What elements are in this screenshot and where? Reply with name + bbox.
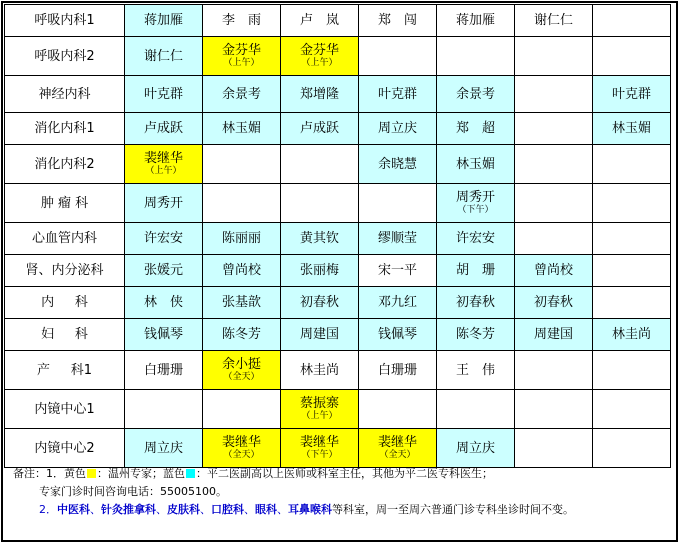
schedule-cell	[437, 184, 515, 223]
notes-sep: 、	[200, 503, 211, 516]
notes-phone: 专家门诊时间咨询电话：55005100。	[39, 485, 227, 498]
schedule-cell	[359, 5, 437, 37]
notes-dept-4: 眼科	[255, 503, 277, 516]
schedule-row	[5, 429, 671, 468]
session-note: （上午）	[301, 411, 338, 421]
doctor-name: 蒋加雁	[455, 13, 495, 28]
schedule-cell	[203, 37, 281, 76]
notes-sep: 、	[156, 503, 167, 516]
schedule-cell	[437, 5, 515, 37]
schedule-cell	[203, 351, 281, 390]
blue-swatch	[186, 469, 195, 478]
schedule-cell	[359, 287, 437, 319]
schedule-cell	[515, 5, 593, 37]
schedule-cell	[281, 223, 359, 255]
schedule-cell	[359, 429, 437, 468]
clinic-schedule-table	[4, 4, 671, 468]
schedule-cell	[359, 76, 437, 113]
schedule-cell	[593, 223, 671, 255]
schedule-cell	[281, 390, 359, 429]
notes-dept-5: 耳鼻喉科	[288, 503, 332, 516]
notes-sep: 、	[277, 503, 288, 516]
doctor-name: 裴继华	[377, 435, 417, 450]
session-note: （上午）	[145, 166, 182, 176]
doctor-name: 曾尚校	[221, 263, 261, 278]
department-name: 产 科1	[5, 351, 125, 390]
schedule-cell	[281, 145, 359, 184]
schedule-cell	[593, 287, 671, 319]
schedule-cell	[125, 5, 203, 37]
doctor-name: 初春秋	[299, 295, 339, 310]
schedule-cell	[203, 255, 281, 287]
notes-dept-1: 针灸推拿科	[101, 503, 156, 516]
schedule-cell	[203, 390, 281, 429]
doctor-name: 卢 岚	[299, 13, 339, 28]
doctor-name: 陈冬芳	[221, 327, 261, 342]
notes-yellow-meaning: ：温州专家；蓝色	[97, 467, 185, 480]
notes-sep: 、	[90, 503, 101, 516]
department-name: 内镜中心1	[5, 390, 125, 429]
schedule-row	[5, 145, 671, 184]
doctor-name: 白珊珊	[377, 362, 417, 378]
schedule-cell	[125, 429, 203, 468]
notes-blue-meaning: ：平二医副高以上医师或科室主任，其他为平二医专科医生；	[196, 467, 493, 480]
schedule-cell	[203, 429, 281, 468]
doctor-name: 余景考	[455, 86, 495, 102]
notes-dept-2: 皮肤科	[167, 503, 200, 516]
notes-section	[13, 465, 673, 519]
doctor-name: 周立庆	[377, 121, 417, 136]
doctor-name: 陈冬芳	[455, 327, 495, 342]
doctor-name: 周秀开	[143, 195, 183, 211]
department-name: 内 科	[5, 287, 125, 319]
schedule-cell	[203, 319, 281, 351]
schedule-cell	[593, 390, 671, 429]
session-note: （下午）	[301, 450, 338, 460]
schedule-cell	[359, 319, 437, 351]
doctor-name: 周建国	[299, 327, 339, 342]
doctor-name: 卢成跃	[299, 121, 339, 136]
schedule-cell	[593, 37, 671, 76]
doctor-name: 林圭尚	[611, 327, 651, 342]
department-name: 内镜中心2	[5, 429, 125, 468]
schedule-cell	[203, 184, 281, 223]
schedule-cell	[593, 184, 671, 223]
doctor-name: 陈丽丽	[221, 231, 261, 246]
schedule-cell	[281, 5, 359, 37]
schedule-cell	[593, 76, 671, 113]
schedule-cell	[515, 113, 593, 145]
schedule-cell	[359, 390, 437, 429]
doctor-name: 余晓慧	[377, 156, 417, 172]
schedule-cell	[359, 351, 437, 390]
schedule-cell	[437, 113, 515, 145]
notes-line3-end: 等科室，周一至周六普通门诊专科坐诊时间不变。	[332, 503, 574, 516]
schedule-cell	[437, 319, 515, 351]
schedule-cell	[437, 429, 515, 468]
schedule-row	[5, 113, 671, 145]
schedule-cell	[359, 184, 437, 223]
schedule-cell	[203, 113, 281, 145]
schedule-cell	[281, 113, 359, 145]
schedule-cell	[281, 429, 359, 468]
schedule-row	[5, 390, 671, 429]
schedule-cell	[203, 76, 281, 113]
notes-prefix: 备注：1．黄色	[13, 467, 86, 480]
schedule-row	[5, 184, 671, 223]
doctor-name: 黄其钦	[299, 231, 339, 246]
doctor-name: 金芬华	[221, 43, 261, 58]
notes-sep: 、	[244, 503, 255, 516]
session-note: （上午）	[301, 58, 338, 68]
schedule-cell	[281, 184, 359, 223]
schedule-cell	[359, 223, 437, 255]
schedule-cell	[515, 429, 593, 468]
doctor-name: 钱佩琴	[143, 327, 183, 342]
department-name: 消化内科1	[5, 113, 125, 145]
schedule-cell	[281, 319, 359, 351]
doctor-name: 周建国	[533, 327, 573, 342]
schedule-cell	[125, 319, 203, 351]
schedule-cell	[515, 287, 593, 319]
notes-line3-start: 2．	[39, 503, 57, 516]
doctor-name: 郑增隆	[299, 86, 339, 102]
doctor-name: 林圭尚	[299, 362, 339, 378]
doctor-name: 林玉媚	[455, 156, 495, 172]
doctor-name: 钱佩琴	[377, 327, 417, 342]
schedule-cell	[125, 287, 203, 319]
schedule-cell	[515, 319, 593, 351]
doctor-name: 张基歆	[221, 295, 261, 310]
session-note: （全天）	[223, 372, 260, 382]
doctor-name: 卢成跃	[143, 121, 183, 136]
schedule-row	[5, 76, 671, 113]
doctor-name: 曾尚校	[533, 263, 573, 278]
schedule-sheet	[1, 1, 678, 542]
session-note: （全天）	[223, 450, 260, 460]
schedule-cell	[203, 223, 281, 255]
schedule-cell	[203, 5, 281, 37]
schedule-cell	[593, 113, 671, 145]
doctor-name: 金芬华	[299, 43, 339, 58]
doctor-name: 李 雨	[221, 13, 261, 28]
schedule-row	[5, 351, 671, 390]
department-name: 心血管内科	[5, 223, 125, 255]
department-name: 神经内科	[5, 76, 125, 113]
schedule-row	[5, 255, 671, 287]
schedule-cell	[515, 223, 593, 255]
schedule-cell	[593, 429, 671, 468]
schedule-cell	[203, 287, 281, 319]
doctor-name: 林 侠	[143, 295, 183, 310]
notes-line-3	[13, 501, 673, 519]
doctor-name: 张媛元	[143, 263, 183, 278]
schedule-cell	[125, 145, 203, 184]
schedule-cell	[125, 37, 203, 76]
doctor-name: 林玉媚	[221, 121, 261, 136]
schedule-cell	[437, 390, 515, 429]
schedule-cell	[437, 76, 515, 113]
schedule-cell	[437, 37, 515, 76]
schedule-cell	[359, 255, 437, 287]
doctor-name: 王 伟	[455, 362, 495, 378]
doctor-name: 初春秋	[533, 295, 573, 310]
doctor-name: 余小挺	[221, 357, 261, 372]
doctor-name: 胡 珊	[455, 263, 495, 278]
schedule-cell	[281, 76, 359, 113]
schedule-row	[5, 5, 671, 37]
department-name: 呼吸内科1	[5, 5, 125, 37]
doctor-name: 张丽梅	[299, 263, 339, 278]
schedule-cell	[593, 351, 671, 390]
schedule-cell	[437, 287, 515, 319]
session-note: （上午）	[223, 58, 260, 68]
doctor-name: 叶克群	[143, 86, 183, 102]
doctor-name: 邓九红	[377, 295, 417, 310]
schedule-cell	[515, 37, 593, 76]
doctor-name: 裴继华	[143, 151, 183, 166]
doctor-name: 白珊珊	[143, 362, 183, 378]
doctor-name: 裴继华	[221, 435, 261, 450]
schedule-cell	[593, 145, 671, 184]
schedule-cell	[437, 255, 515, 287]
doctor-name: 余景考	[221, 86, 261, 102]
notes-dept-0: 中医科	[57, 503, 90, 516]
schedule-cell	[359, 37, 437, 76]
doctor-name: 周立庆	[455, 440, 495, 456]
doctor-name: 缪顺莹	[377, 231, 417, 246]
schedule-cell	[593, 5, 671, 37]
doctor-name: 宋一平	[377, 263, 417, 278]
schedule-cell	[125, 76, 203, 113]
schedule-cell	[437, 351, 515, 390]
schedule-cell	[593, 255, 671, 287]
doctor-name: 许宏安	[143, 231, 183, 246]
schedule-cell	[515, 390, 593, 429]
schedule-cell	[125, 390, 203, 429]
department-name: 妇 科	[5, 319, 125, 351]
schedule-cell	[125, 223, 203, 255]
schedule-cell	[281, 255, 359, 287]
doctor-name: 谢仁仁	[533, 13, 573, 28]
notes-dept-3: 口腔科	[211, 503, 244, 516]
session-note: （下午）	[457, 205, 494, 215]
notes-line-1	[13, 465, 673, 483]
schedule-cell	[125, 255, 203, 287]
schedule-cell	[515, 351, 593, 390]
schedule-cell	[203, 145, 281, 184]
doctor-name: 蒋加雁	[143, 13, 183, 28]
schedule-cell	[515, 184, 593, 223]
doctor-name: 周秀开	[455, 190, 495, 205]
schedule-cell	[437, 223, 515, 255]
schedule-row	[5, 223, 671, 255]
doctor-name: 周立庆	[143, 440, 183, 456]
schedule-cell	[125, 351, 203, 390]
doctor-name: 林玉媚	[611, 121, 651, 136]
department-name: 肿 瘤 科	[5, 184, 125, 223]
doctor-name: 叶克群	[611, 86, 651, 102]
schedule-cell	[359, 113, 437, 145]
schedule-cell	[125, 113, 203, 145]
session-note: （全天）	[379, 450, 416, 460]
doctor-name: 叶克群	[377, 86, 417, 102]
doctor-name: 裴继华	[299, 435, 339, 450]
schedule-row	[5, 287, 671, 319]
schedule-cell	[359, 145, 437, 184]
notes-line-2	[13, 483, 673, 501]
department-name: 消化内科2	[5, 145, 125, 184]
schedule-row	[5, 37, 671, 76]
schedule-row	[5, 319, 671, 351]
doctor-name: 郑 超	[455, 121, 495, 136]
doctor-name: 许宏安	[455, 231, 495, 246]
schedule-cell	[281, 37, 359, 76]
doctor-name: 蔡振寨	[299, 396, 339, 411]
schedule-cell	[281, 351, 359, 390]
schedule-cell	[593, 319, 671, 351]
schedule-cell	[125, 184, 203, 223]
doctor-name: 郑 闯	[377, 13, 417, 28]
schedule-cell	[515, 76, 593, 113]
department-name: 呼吸内科2	[5, 37, 125, 76]
schedule-cell	[515, 145, 593, 184]
schedule-cell	[515, 255, 593, 287]
schedule-cell	[281, 287, 359, 319]
schedule-cell	[437, 145, 515, 184]
doctor-name: 谢仁仁	[143, 48, 183, 64]
yellow-swatch	[87, 469, 96, 478]
doctor-name: 初春秋	[455, 295, 495, 310]
department-name: 肾、内分泌科	[5, 255, 125, 287]
